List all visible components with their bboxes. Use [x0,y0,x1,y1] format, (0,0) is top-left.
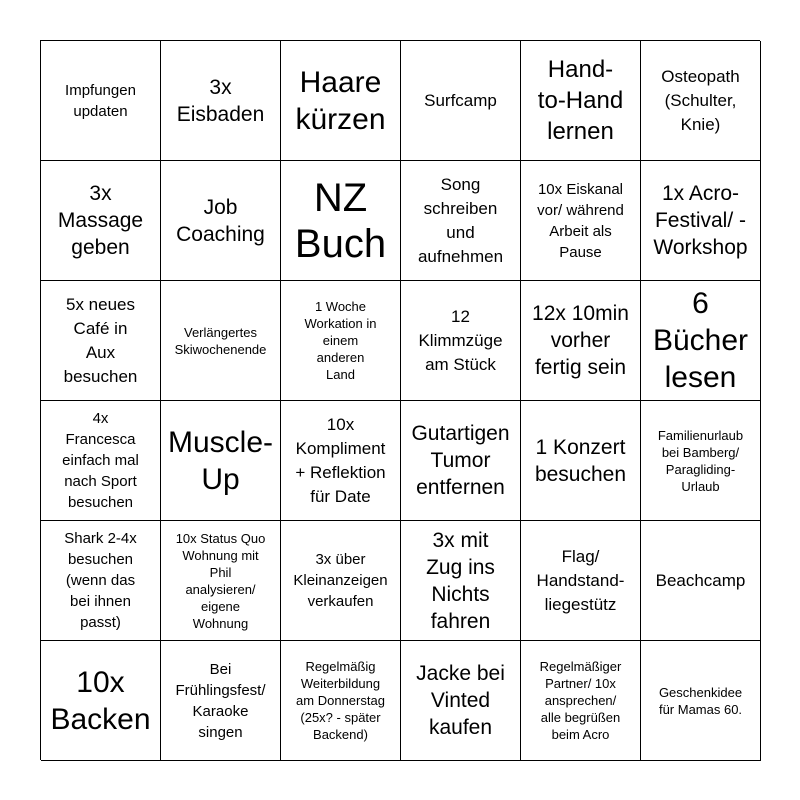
cell-text: Osteopath (Schulter, Knie) [661,66,740,134]
bingo-cell[interactable] [41,41,161,161]
cell-text: Regelmäßig Weiterbildung am Donnerstag (25x? - später Backend) [296,659,385,742]
cell-text: Shark 2-4x besuchen (wenn das bei ihnen passt) [64,530,137,631]
bingo-cell[interactable] [161,161,281,281]
bingo-cell[interactable] [641,401,761,521]
cell-text: 5x neues Café in Aux besuchen [63,294,138,386]
bingo-cell[interactable] [521,281,641,401]
cell-text: Bei Frühlingsfest/ Karaoke singen [175,660,266,741]
bingo-cell[interactable] [401,521,521,641]
cell-text: Hand- to-Hand lernen [537,56,624,145]
bingo-cell[interactable] [41,521,161,641]
bingo-cell[interactable] [521,521,641,641]
cell-text: Impfungen updaten [65,81,136,120]
bingo-cell[interactable] [521,641,641,761]
bingo-cell[interactable] [641,521,761,641]
cell-text: Haare kürzen [295,65,386,136]
cell-text: 3x mit Zug ins Nichts fahren [426,528,495,633]
bingo-board [40,40,760,760]
cell-text: 10x Backen [50,665,151,736]
bingo-cell[interactable] [281,281,401,401]
cell-text: 10x Eiskanal vor/ während Arbeit als Pause [537,180,624,261]
bingo-cell[interactable] [41,641,161,761]
bingo-cell[interactable] [401,281,521,401]
bingo-cell[interactable] [161,401,281,521]
bingo-cell[interactable] [281,521,401,641]
bingo-cell[interactable] [41,161,161,281]
cell-text: Verlängertes Skiwochenende [174,324,267,357]
bingo-cell[interactable] [41,281,161,401]
cell-text: 12 Klimmzüge am Stück [418,306,503,374]
bingo-cell[interactable] [521,41,641,161]
cell-text: 6 Bücher lesen [652,287,749,394]
cell-text: NZ Buch [294,175,387,266]
bingo-cell[interactable] [401,641,521,761]
bingo-cell[interactable] [401,41,521,161]
cell-text: Gutartigen Tumor entfernen [411,422,510,499]
cell-text: Job Coaching [176,195,265,246]
cell-text: 1 Woche Workation in einem anderen Land [304,299,377,382]
bingo-cell[interactable] [521,161,641,281]
bingo-cell[interactable] [161,521,281,641]
bingo-cell[interactable] [641,161,761,281]
bingo-cell[interactable] [401,161,521,281]
bingo-cell[interactable] [521,401,641,521]
cell-text: 3x Massage geben [57,182,144,259]
bingo-cell[interactable] [161,641,281,761]
cell-text: 3x über Kleinanzeigen verkaufen [293,551,388,610]
cell-text: Jacke bei Vinted kaufen [416,662,505,739]
cell-text: 1 Konzert besuchen [534,435,627,486]
cell-text: 4x Francesca einfach mal nach Sport besuchen [62,410,139,511]
bingo-cell[interactable] [641,41,761,161]
cell-text: Surfcamp [424,90,497,110]
bingo-cell[interactable] [281,401,401,521]
cell-text: Song schreiben und aufnehmen [417,174,504,266]
cell-text: Familienurlaub bei Bamberg/ Paragliding- Urlaub [657,427,744,494]
bingo-cell[interactable] [281,41,401,161]
bingo-cell[interactable] [41,401,161,521]
cell-text: Flag/ Handstand- liegestütz [536,546,625,614]
bingo-cell[interactable] [161,41,281,161]
bingo-cell[interactable] [281,161,401,281]
cell-text: Beachcamp [655,570,746,590]
cell-text: 12x 10min vorher fertig sein [532,302,629,379]
bingo-cell[interactable] [281,641,401,761]
bingo-cell[interactable] [641,281,761,401]
cell-text: Geschenkidee für Mamas 60. [658,684,743,717]
bingo-cell[interactable] [161,281,281,401]
cell-text: 10x Kompliment + Reflektion für Date [295,414,386,506]
cell-text: Regelmäßiger Partner/ 10x ansprechen/ alle begrüßen beim Acro [539,659,622,742]
cell-text: 3x Eisbaden [176,75,265,126]
cell-text: 10x Status Quo Wohnung mit Phil analysieren/ eigene Wohnung [175,530,266,631]
cell-text: Muscle- Up [167,425,273,496]
bingo-cell[interactable] [401,401,521,521]
cell-text: 1x Acro- Festival/ - Workshop [653,182,748,259]
bingo-cell[interactable] [641,641,761,761]
